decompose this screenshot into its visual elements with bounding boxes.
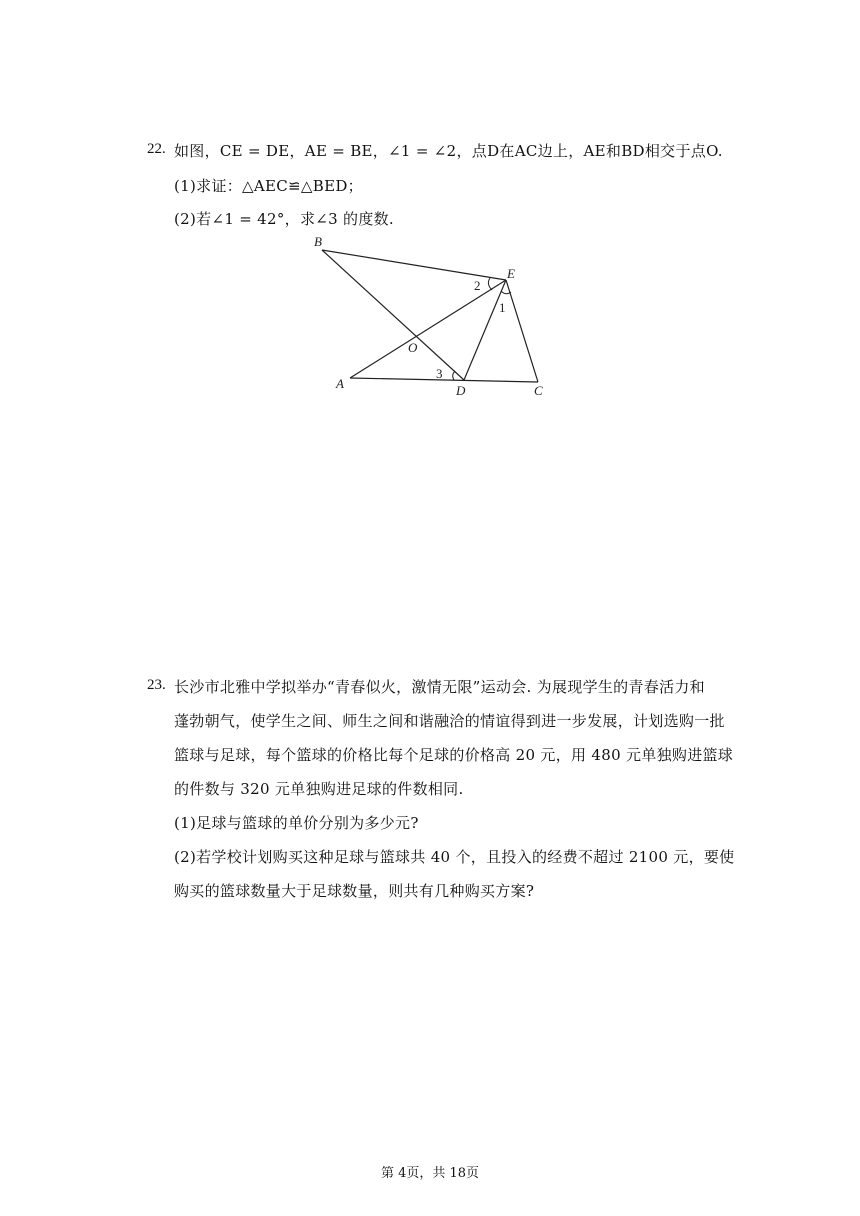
question-part-2-line-2: 购买的篮球数量大于足球数量，则共有几种购买方案? xyxy=(174,882,535,900)
segment-EC xyxy=(506,280,538,382)
label-angle-2: 2 xyxy=(474,278,481,293)
question-part-1: (1)足球与篮球的单价分别为多少元? xyxy=(174,814,419,832)
segment-ED xyxy=(464,280,506,380)
label-angle-1: 1 xyxy=(499,300,506,315)
question-stem-line-3: 篮球与足球，每个篮球的价格比每个足球的价格高 20 元，用 480 元单独购进篮球 xyxy=(174,746,734,764)
label-B: B xyxy=(314,234,322,249)
question-part-1: (1)求证：△AEC≌△BED； xyxy=(174,177,363,195)
question-stem: 如图，CE = DE，AE = BE，∠1 = ∠2，点D在AC边上，AE和BD相交于点O. xyxy=(174,142,723,160)
label-C: C xyxy=(534,383,543,398)
geometry-figure xyxy=(300,232,560,402)
question-stem-line-4: 的件数与 320 元单独购进足球的件数相同. xyxy=(174,780,464,798)
question-stem-line-2: 蓬勃朝气，使学生之间、师生之间和谐融洽的情谊得到进一步发展，计划选购一批 xyxy=(174,712,725,730)
angle-3-arc xyxy=(453,371,455,380)
label-angle-3: 3 xyxy=(436,366,443,381)
question-number: 23. xyxy=(147,677,166,693)
question-part-2: (2)若∠1 = 42°，求∠3 的度数. xyxy=(174,210,394,228)
question-stem-line-1: 长沙市北雅中学拟举办“青春似火，激情无限”运动会. 为展现学生的青春活力和 xyxy=(174,678,705,696)
angle-2-arc xyxy=(488,278,492,290)
label-E: E xyxy=(507,266,515,281)
question-part-2-line-1: (2)若学校计划购买这种足球与篮球共 40 个，且投入的经费不超过 2100 元，要使 xyxy=(174,848,735,866)
label-D: D xyxy=(456,383,466,398)
segment-AC xyxy=(350,378,538,382)
question-number: 22. xyxy=(147,141,166,157)
label-A: A xyxy=(336,376,344,391)
segment-AE xyxy=(350,280,506,378)
label-O: O xyxy=(408,340,418,355)
page-footer: 第 4页，共 18页 xyxy=(380,1166,480,1181)
